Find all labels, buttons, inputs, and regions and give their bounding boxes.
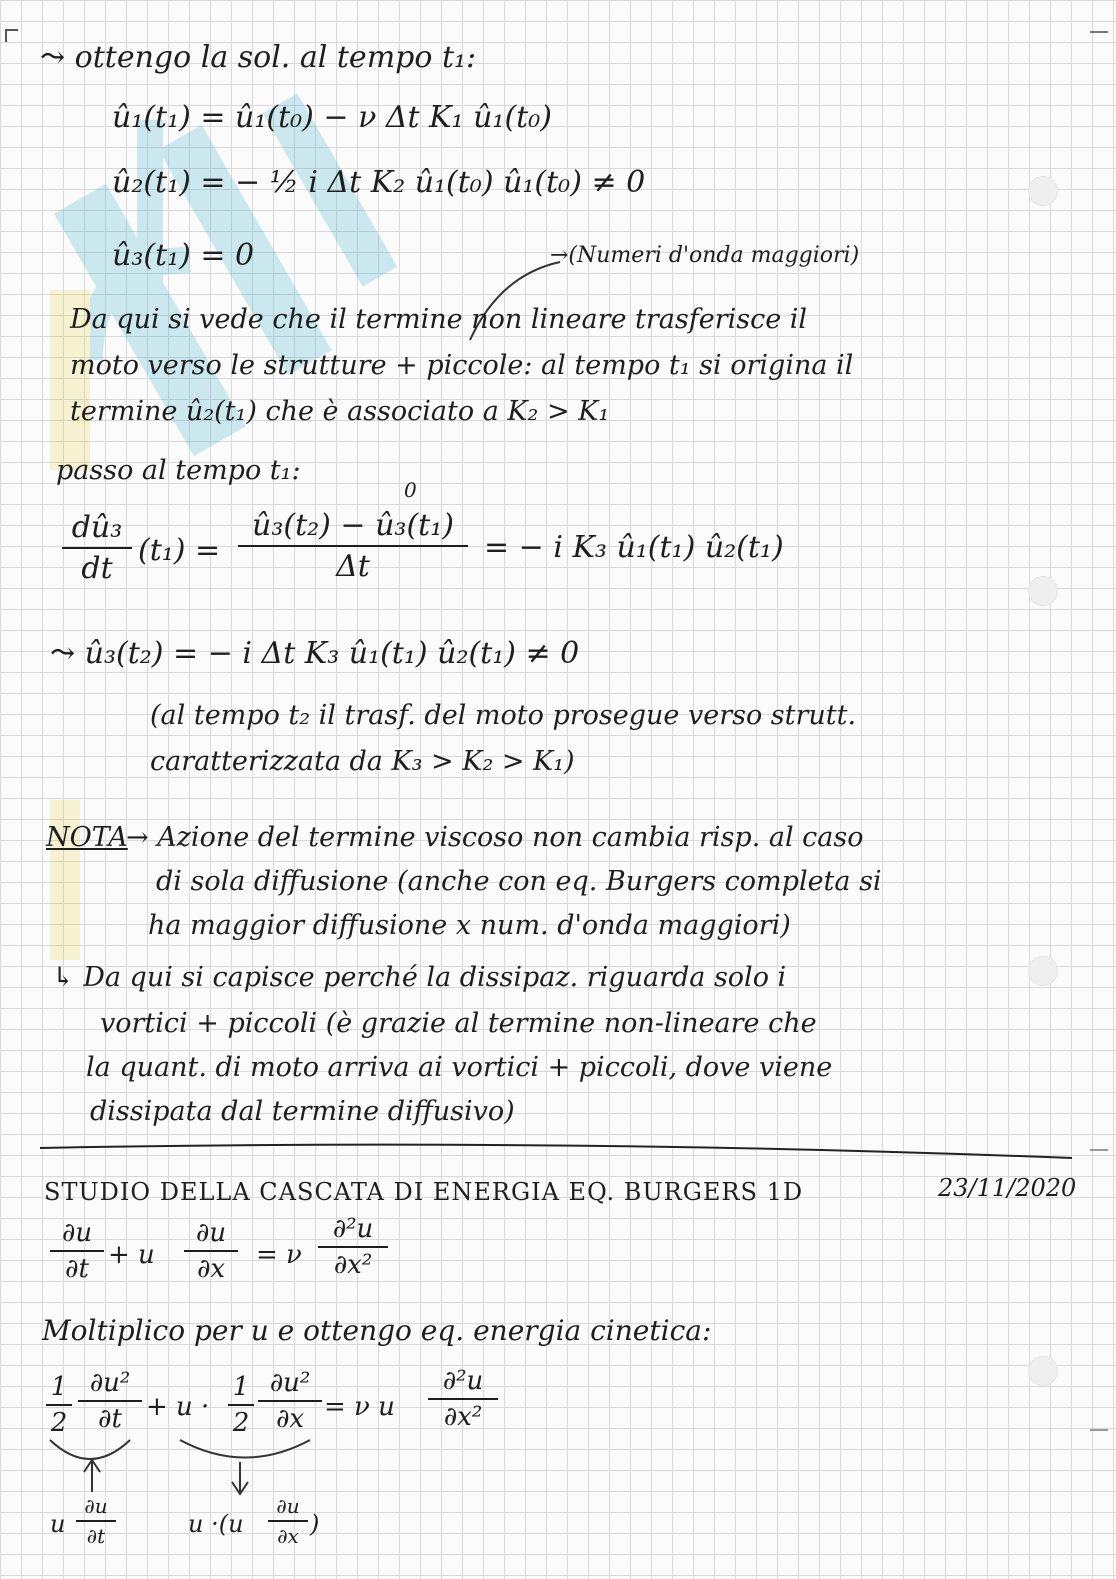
sub-u-u: u ·(u [188,1510,244,1538]
passo-heading: passo al tempo t₁: [56,455,301,486]
paragraph-line: dissipata dal termine diffusivo) [90,1096,515,1127]
moltiplico-line: Moltiplico per u e ottengo eq. energia cinetica: [42,1314,712,1347]
equation-u2: û₂(t₁) = − ½ i Δt K₂ û₁(t₀) û₁(t₀) ≠ 0 [112,165,646,200]
paragraph-line: ↳ Da qui si capisce perché la dissipaz. riguarda solo i [52,962,787,993]
punch-hole [1028,576,1058,606]
nota-line: → Azione del termine viscoso non cambia risp. al caso [126,822,864,853]
punch-hole [1028,1356,1058,1386]
nota-label: NOTA [46,822,128,853]
fraction-half: 1 2 [228,1372,254,1438]
fraction-du-dx-small: ∂u ∂x [268,1494,308,1548]
eq-lhs-arg: (t₁) = [138,533,221,568]
burgers-eq-nu: = ν [256,1240,302,1270]
paragraph-line: caratterizzata da K₃ > K₂ > K₁) [150,746,575,777]
paragraph-line: vortici + piccoli (è grazie al termine non-lineare che [100,1008,817,1039]
paragraph-line: termine û₂(t₁) che è associato a K₂ > K₁ [70,396,610,427]
nota-line: ha maggior diffusione x num. d'onda maggiori) [148,910,791,941]
ke-plus-u: + u · [146,1392,210,1422]
fraction-half: 1 2 [46,1372,72,1438]
line-solution-t1: ⤳ ottengo la sol. al tempo t₁: [40,40,477,75]
nota-line: di sola diffusione (anche con eq. Burgers completa si [156,866,882,897]
fraction-du-dt-small: ∂u ∂t [76,1494,116,1548]
eq-zero-mark: 0 [404,478,417,502]
ke-eq-nu-u: = ν u [324,1392,395,1422]
equation-u3: û₃(t₁) = 0 [112,238,255,273]
burgers-plus-u: + u [108,1240,155,1270]
fraction-du2-dt: ∂u² ∂t [78,1368,142,1434]
section-title: STUDIO DELLA CASCATA DI ENERGIA EQ. BURGERS 1D [44,1178,804,1206]
fraction-difference-quotient: û₃(t₂) − û₃(t₁) Δt [238,508,468,584]
sub-u: u [50,1510,66,1538]
sub-close: ) [310,1510,320,1538]
fraction-du-dt: ∂u ∂t [50,1218,104,1284]
fraction-du3-dt: dû₃ dt [62,510,132,586]
fraction-d2u-dx2: ∂²u ∂x² [318,1214,388,1280]
paragraph-line: moto verso le strutture + piccole: al tempo t₁ si origina il [70,350,854,381]
punch-hole [1028,956,1058,986]
paragraph-line: la quant. di moto arriva ai vortici + piccoli, dove viene [86,1052,833,1083]
paragraph-line: Da qui si vede che il termine non lineare trasferisce il [70,304,808,335]
note-wave-numbers: →(Numeri d'onda maggiori) [550,243,860,268]
equation-u3-t2: ⤳ û₃(t₂) = − i Δt K₃ û₁(t₁) û₂(t₁) ≠ 0 [50,636,580,671]
fraction-du2-dx: ∂u² ∂x [258,1368,322,1434]
fraction-du-dx: ∂u ∂x [184,1218,238,1284]
fraction-d2u-dx2: ∂²u ∂x² [428,1366,498,1432]
eq-rhs: = − i K₃ û₁(t₁) û₂(t₁) [484,530,784,565]
date: 23/11/2020 [938,1174,1077,1202]
punch-hole [1028,176,1058,206]
paragraph-line: (al tempo t₂ il trasf. del moto prosegue verso strutt. [150,700,857,731]
equation-u1: û₁(t₁) = û₁(t₀) − ν Δt K₁ û₁(t₀) [112,100,552,135]
